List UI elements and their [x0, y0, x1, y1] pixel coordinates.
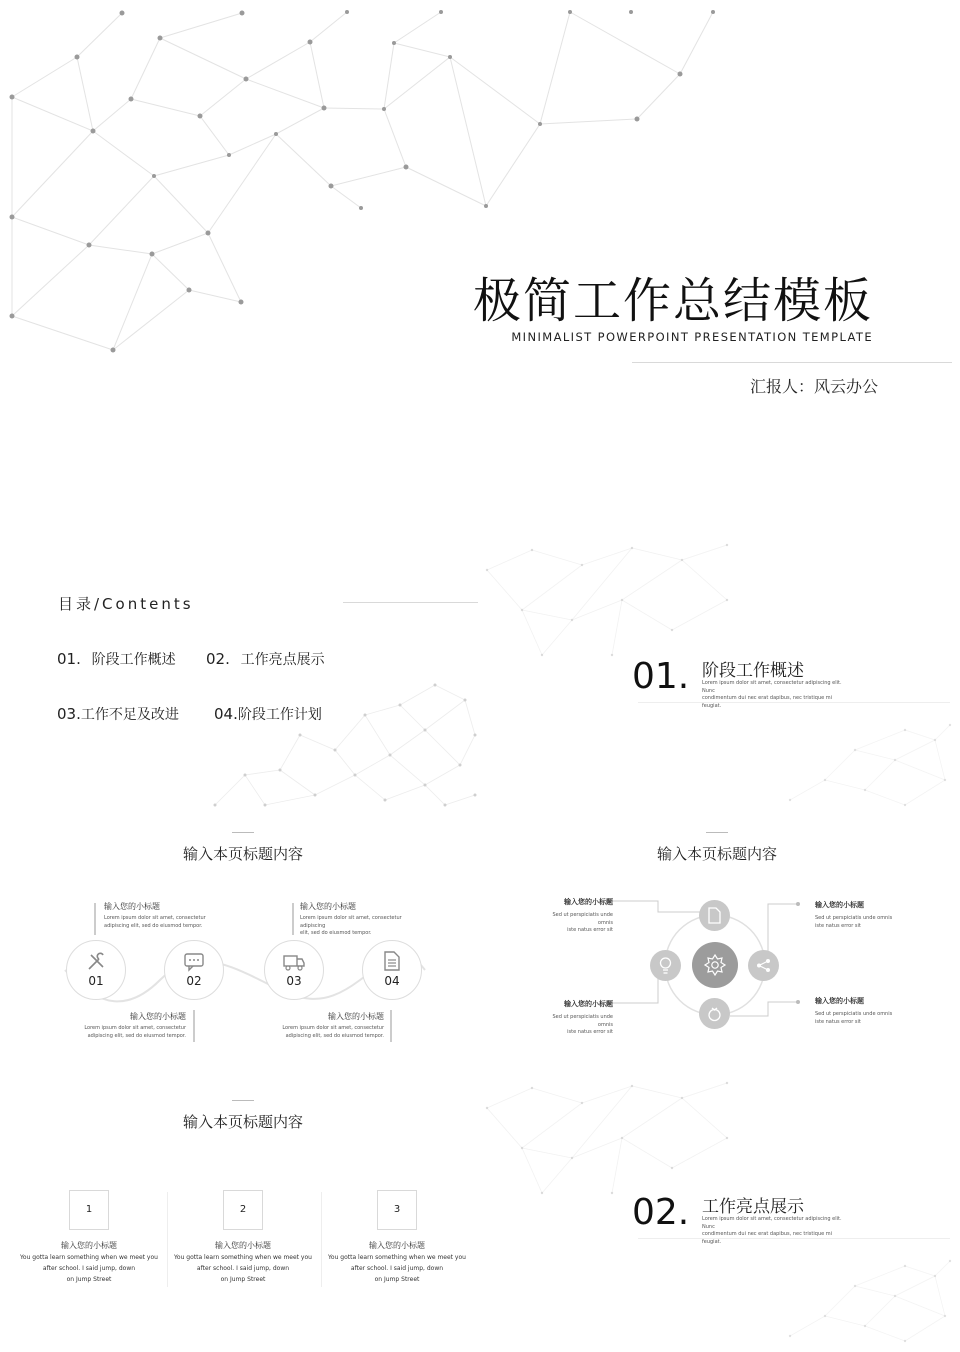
cycle-caption-line: Sed ut perspiciatis unde omnis: [815, 1011, 893, 1017]
cycle-caption-line: iste natus error sit: [567, 1029, 613, 1035]
cycle-caption-title: 输入您的小标题: [815, 997, 864, 1005]
cycle-caption-top-left: [540, 897, 613, 935]
share-icon: [756, 958, 771, 973]
cycle-title: 输入本页标题内容: [656, 845, 777, 863]
cycle-node-bottom[interactable]: [699, 998, 730, 1029]
contents-item-label: 阶段工作计划: [237, 707, 322, 723]
process-title: 输入本页标题内容: [182, 845, 303, 863]
cycle-caption-line: Sed ut perspiciatis unde omnis: [552, 912, 613, 926]
contents-item-3[interactable]: [57, 704, 179, 724]
process-caption-line: Lorem ipsum dolor sit amet, consectetur: [282, 1025, 384, 1031]
column-body-line: You gotta learn something when we meet you: [328, 1254, 466, 1261]
process-caption-pin: [390, 1010, 392, 1042]
process-caption-4: [268, 1011, 384, 1040]
column-body-line: You gotta learn something when we meet you: [174, 1254, 312, 1261]
section1-description: [702, 680, 842, 710]
columns-title: 输入本页标题内容: [182, 1113, 303, 1131]
cycle-caption-line: iste natus error sit: [815, 1018, 861, 1025]
process-caption-pin: [193, 1010, 195, 1042]
cycle-caption-bottom-right: [815, 996, 895, 1026]
process-caption-line: Lorem ipsum dolor sit amet, consectetur: [84, 1025, 186, 1031]
cycle-caption-title: 输入您的小标题: [815, 901, 864, 909]
truck-icon: [282, 951, 306, 973]
section1-divider: [638, 702, 950, 703]
process-caption-title: 输入您的小标题: [104, 902, 160, 911]
section1-description-line: condimentum dui nec erat dapibus, nec tristique mi feugiat.: [702, 695, 833, 709]
cycle-node-left[interactable]: [650, 950, 681, 981]
contents-item-label: 工作不足及改进: [80, 707, 179, 723]
cycle-caption-top-right: [815, 900, 895, 930]
process-caption-3: [300, 901, 425, 938]
contents-item-num: 01.: [57, 650, 81, 668]
process-caption-line: adipiscing elit, sed do eiusmod tempor.: [104, 922, 203, 929]
columns-title-accent: [232, 1100, 254, 1101]
process-caption-line: Lorem ipsum dolor sit amet, consectetur: [104, 915, 206, 921]
process-step-3[interactable]: [264, 940, 324, 1000]
column-number-box: 1: [69, 1190, 109, 1230]
process-caption-pin: [94, 903, 96, 935]
section1-network-decoration-bottom: [785, 720, 955, 810]
column-body: [174, 1253, 312, 1285]
cycle-caption-title: 输入您的小标题: [564, 1000, 613, 1008]
section2-description-line: Lorem ipsum dolor sit amet, consectetur adipiscing elit. Nunc: [702, 1216, 842, 1230]
bag-icon: [707, 1005, 722, 1022]
column-subtitle: 输入您的小标题: [369, 1241, 425, 1250]
section2-number: 02.: [632, 1192, 690, 1233]
column-body-line: after school. I said jump, down: [42, 1264, 136, 1272]
column-subtitle: 输入您的小标题: [61, 1241, 117, 1250]
process-step-number: 01: [88, 974, 104, 988]
contents-item-1[interactable]: [57, 649, 176, 669]
cycle-title-accent: [706, 832, 728, 833]
contents-heading: 目录/Contents: [58, 595, 194, 613]
process-caption-line: elit, sed do eiusmod tempor.: [300, 930, 372, 936]
process-caption-line: Lorem ipsum dolor sit amet, consectetur adipiscing: [300, 915, 402, 929]
contents-item-label: 工作亮点展示: [240, 652, 325, 668]
process-caption-title: 输入您的小标题: [130, 1012, 186, 1021]
cycle-caption-bottom-left: [540, 999, 613, 1037]
process-step-1[interactable]: [66, 940, 126, 1000]
section2-network-decoration-bottom: [785, 1256, 955, 1346]
tools-icon: [85, 951, 107, 973]
contents-item-label: 阶段工作概述: [91, 652, 176, 668]
section2-description: [702, 1216, 842, 1246]
process-caption-pin: [292, 903, 294, 935]
document-icon: [382, 950, 402, 972]
cycle-caption-line: Sed ut perspiciatis unde omnis: [815, 915, 893, 921]
section2-divider: [638, 1238, 950, 1239]
contents-divider: [343, 602, 478, 603]
process-step-number: 03: [286, 974, 302, 988]
column-body-line: on Jump Street: [220, 1275, 266, 1283]
badge-icon: [703, 953, 727, 977]
column-number-box: 3: [377, 1190, 417, 1230]
process-caption-line: adipiscing elit, sed do eiusmod tempor.: [285, 1032, 384, 1039]
cycle-caption-line: iste natus error sit: [815, 922, 861, 929]
cycle-caption-line: Sed ut perspiciatis unde omnis: [552, 1014, 613, 1028]
contents-network-decoration: [205, 675, 480, 810]
cycle-node-top[interactable]: [699, 900, 730, 931]
lightbulb-icon: [658, 956, 673, 975]
process-caption-title: 输入您的小标题: [328, 1012, 384, 1021]
process-caption-title: 输入您的小标题: [300, 902, 356, 911]
process-title-accent: [232, 832, 254, 833]
chat-icon: [183, 951, 205, 973]
process-step-number: 04: [384, 974, 400, 988]
contents-item-num: 03.: [57, 705, 81, 723]
process-step-2[interactable]: [164, 940, 224, 1000]
section1-title: 阶段工作概述: [702, 661, 804, 681]
section1-number: 01.: [632, 656, 690, 697]
column-body-line: on Jump Street: [374, 1275, 420, 1283]
contents-item-2[interactable]: [206, 649, 325, 669]
process-step-number: 02: [186, 974, 202, 988]
section1-network-decoration-top: [482, 540, 732, 660]
section2-network-decoration-top: [482, 1078, 732, 1198]
column-body: [328, 1253, 466, 1285]
column-subtitle: 输入您的小标题: [215, 1241, 271, 1250]
cover-subtitle: MINIMALIST POWERPOINT PRESENTATION TEMPLATE: [511, 330, 873, 344]
cycle-center[interactable]: [692, 942, 738, 988]
cycle-node-right[interactable]: [748, 950, 779, 981]
cycle-caption-line: iste natus error sit: [567, 927, 613, 933]
column-body-line: after school. I said jump, down: [196, 1264, 290, 1272]
process-caption-line: adipiscing elit, sed do eiusmod tempor.: [87, 1032, 186, 1039]
contents-item-num: 02.: [206, 650, 230, 668]
section1-description-line: Lorem ipsum dolor sit amet, consectetur adipiscing elit. Nunc: [702, 680, 842, 694]
process-step-4[interactable]: [362, 940, 422, 1000]
column-body-line: after school. I said jump, down: [350, 1264, 444, 1272]
process-caption-1: [104, 901, 214, 930]
cover-divider: [632, 362, 952, 363]
column-body: [20, 1253, 158, 1285]
cover-reporter: 汇报人：风云办公: [749, 377, 878, 396]
column-number-box: 2: [223, 1190, 263, 1230]
document-icon: [707, 907, 722, 924]
cover-title: 极简工作总结模板: [472, 273, 873, 329]
contents-item-num: 04.: [214, 705, 238, 723]
column-body-line: You gotta learn something when we meet you: [20, 1254, 158, 1261]
columns-separator: [167, 1192, 168, 1287]
cycle-caption-title: 输入您的小标题: [564, 898, 613, 906]
process-caption-2: [70, 1011, 186, 1040]
section2-description-line: condimentum dui nec erat dapibus, nec tristique mi feugiat.: [702, 1231, 833, 1245]
section2-title: 工作亮点展示: [702, 1197, 804, 1217]
columns-separator: [321, 1192, 322, 1287]
column-body-line: on Jump Street: [66, 1275, 112, 1283]
